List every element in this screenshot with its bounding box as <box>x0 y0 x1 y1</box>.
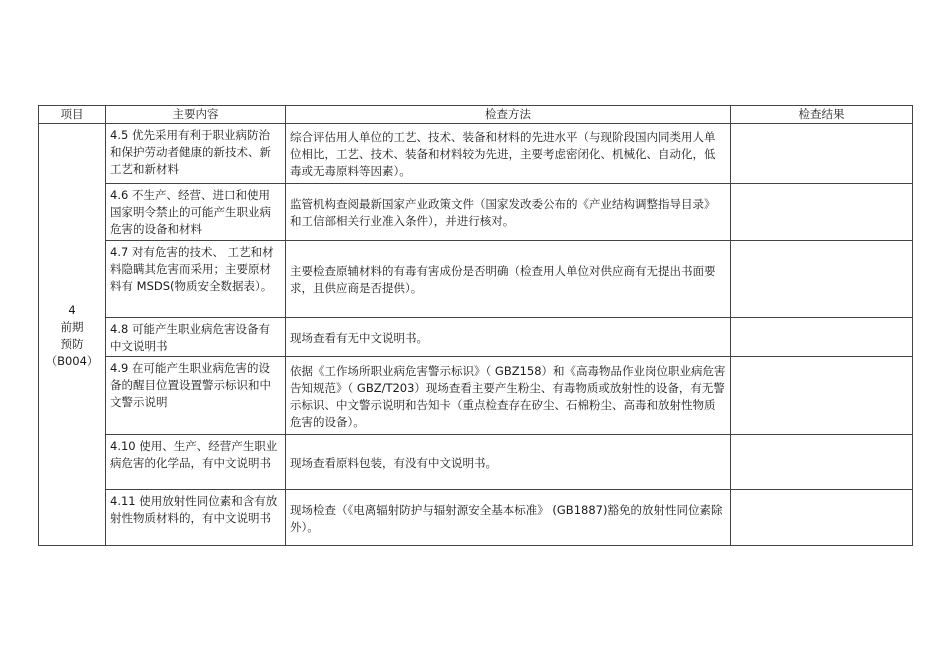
content-cell: 4.11 使用放射性同位素和含有放射性物质材料的，有中文说明书 <box>106 490 286 546</box>
table-row <box>39 490 913 546</box>
item-code: （B004） <box>45 353 99 368</box>
header-content: 主要内容 <box>106 106 286 124</box>
item-name-line1: 前期 <box>60 319 84 334</box>
table-row <box>39 124 913 184</box>
result-cell <box>731 490 913 546</box>
method-cell: 依据《工作场所职业病危害警示标识》（ GBZ158）和《高毒物品作业岗位职业病危害告知规范》（ GBZ/T203）现场查看主要产生粉尘、有毒物质或放射性的设备，有无警示标识、中文警示说明和告知卡（重点检查存在矽尘、石棉粉尘、高毒和放射性物质危害的设备）。 <box>286 357 731 435</box>
result-cell <box>731 124 913 184</box>
table-header-row <box>39 106 913 124</box>
method-cell: 现场查看有无中文说明书。 <box>286 318 731 357</box>
header-item: 项目 <box>39 106 106 124</box>
method-cell: 现场查看原料包装，有没有中文说明书。 <box>286 435 731 490</box>
item-name-line2: 预防 <box>60 336 84 351</box>
result-cell <box>731 318 913 357</box>
method-cell: 现场检查（《电离辐射防护与辐射源安全基本标准》 (GB1887)豁免的放射性同位素除外）。 <box>286 490 731 546</box>
content-cell: 4.8 可能产生职业病危害设备有中文说明书 <box>106 318 286 357</box>
method-cell: 监管机构查阅最新国家产业政策文件（国家发改委公布的《产业结构调整指导目录》和工信部相关行业准入条件），并进行核对。 <box>286 184 731 241</box>
item-cell <box>39 124 106 546</box>
table-row <box>39 357 913 435</box>
result-cell <box>731 357 913 435</box>
header-result: 检查结果 <box>731 106 913 124</box>
table-row <box>39 184 913 241</box>
method-cell: 综合评估用人单位的工艺、技术、装备和材料的先进水平（与现阶段国内同类用人单位相比，工艺、技术、装备和材料较为先进，主要考虑密闭化、机械化、自动化，低毒或无毒原料等因素）。 <box>286 124 731 184</box>
result-cell <box>731 241 913 318</box>
item-number: 4 <box>68 302 76 317</box>
header-method: 检查方法 <box>286 106 731 124</box>
content-cell: 4.9 在可能产生职业病危害的设备的醒目位置设置警示标识和中文警示说明 <box>106 357 286 435</box>
content-cell: 4.7 对有危害的技术、 工艺和材料隐瞒其危害而采用；主要原材料有 MSDS(物质安全数据表）。 <box>106 241 286 318</box>
content-cell: 4.5 优先采用有利于职业病防治和保护劳动者健康的新技术、新工艺和新材料 <box>106 124 286 184</box>
content-cell: 4.6 不生产、经营、进口和使用国家明令禁止的可能产生职业病危害的设备和材料 <box>106 184 286 241</box>
method-cell: 主要检查原辅材料的有毒有害成份是否明确（检查用人单位对供应商有无提出书面要求，且供应商是否提供）。 <box>286 241 731 318</box>
content-cell: 4.10 使用、生产、经营产生职业病危害的化学品，有中文说明书 <box>106 435 286 490</box>
table-row <box>39 435 913 490</box>
result-cell <box>731 184 913 241</box>
result-cell <box>731 435 913 490</box>
table-row <box>39 318 913 357</box>
inspection-table <box>38 105 913 546</box>
table-row <box>39 241 913 318</box>
